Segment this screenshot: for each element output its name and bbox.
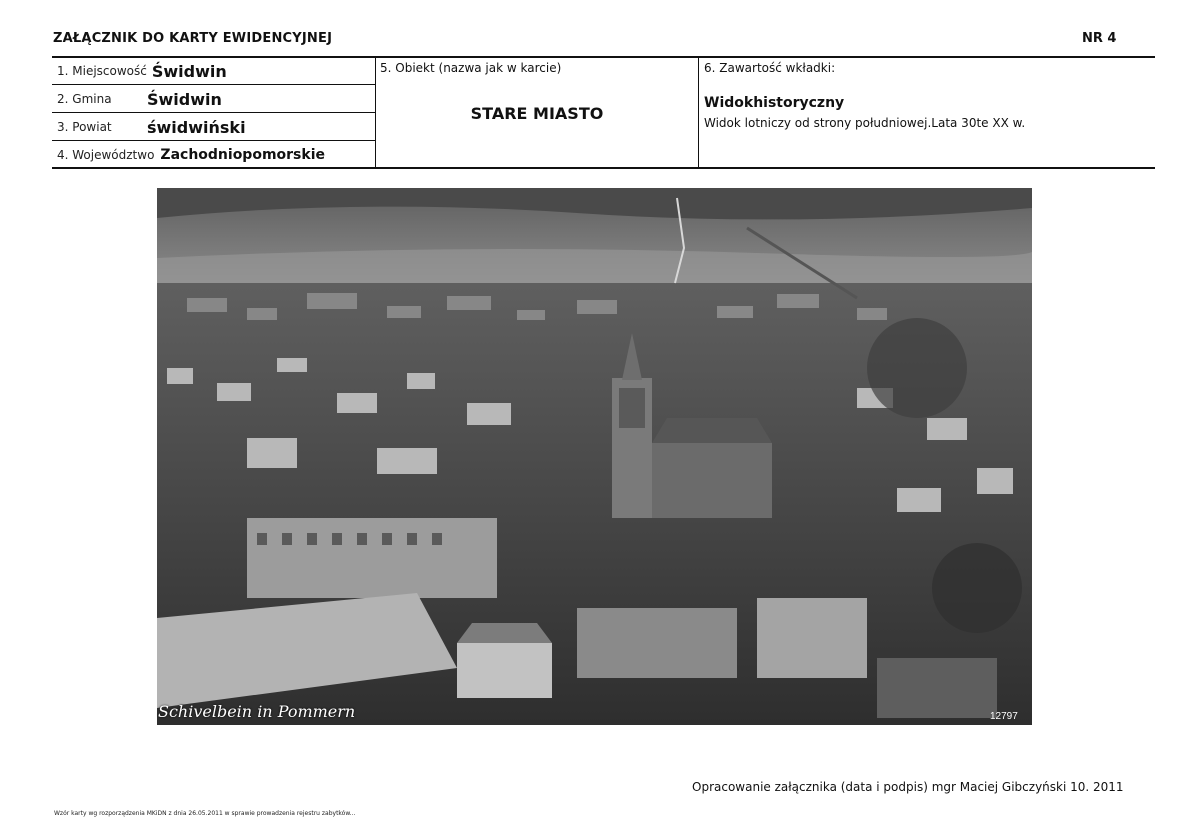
field-label: 1. Miejscowość bbox=[57, 64, 147, 78]
zawartosc-label: 6. Zawartość wkładki: bbox=[704, 61, 836, 75]
field-value: Zachodniopomorskie bbox=[160, 147, 325, 163]
field-label: 4. Województwo bbox=[57, 148, 155, 162]
column-divider bbox=[698, 57, 699, 168]
header-number: NR 4 bbox=[1082, 31, 1117, 46]
field-wojewodztwo bbox=[57, 141, 325, 169]
field-value: Świdwin bbox=[151, 61, 227, 81]
field-powiat bbox=[57, 113, 246, 141]
header-title: ZAŁĄCZNIK DO KARTY EWIDENCYJNEJ bbox=[53, 31, 333, 46]
aerial-photo-illustration bbox=[157, 188, 1032, 725]
field-miejscowosc bbox=[57, 57, 227, 85]
footer-credit: Opracowanie załącznika (data i podpis) mgr Maciej Gibczyński 10. 2011 bbox=[692, 780, 1124, 794]
field-label: 2. Gmina bbox=[57, 92, 112, 106]
photo-caption: Schivelbein in Pommern bbox=[158, 702, 356, 721]
field-value: świdwiński bbox=[147, 117, 246, 137]
field-label: 3. Powiat bbox=[57, 120, 112, 134]
obiekt-label: 5. Obiekt (nazwa jak w karcie) bbox=[380, 61, 562, 75]
field-gmina bbox=[57, 85, 222, 113]
obiekt-value: STARE MIASTO bbox=[470, 104, 604, 123]
photo-number: 12797 bbox=[990, 711, 1018, 722]
zawartosc-description: Widok lotniczy od strony południowej.Lata 30te XX w. bbox=[704, 116, 1026, 130]
footer-note: Wzór karty wg rozporządzenia MKiDN z dnia 26.05.2011 w sprawie prowadzenia rejestru zabytków... bbox=[54, 810, 356, 817]
historical-aerial-photo bbox=[157, 188, 1032, 725]
field-value: Świdwin bbox=[147, 89, 222, 109]
zawartosc-title: Widokhistoryczny bbox=[704, 95, 845, 111]
